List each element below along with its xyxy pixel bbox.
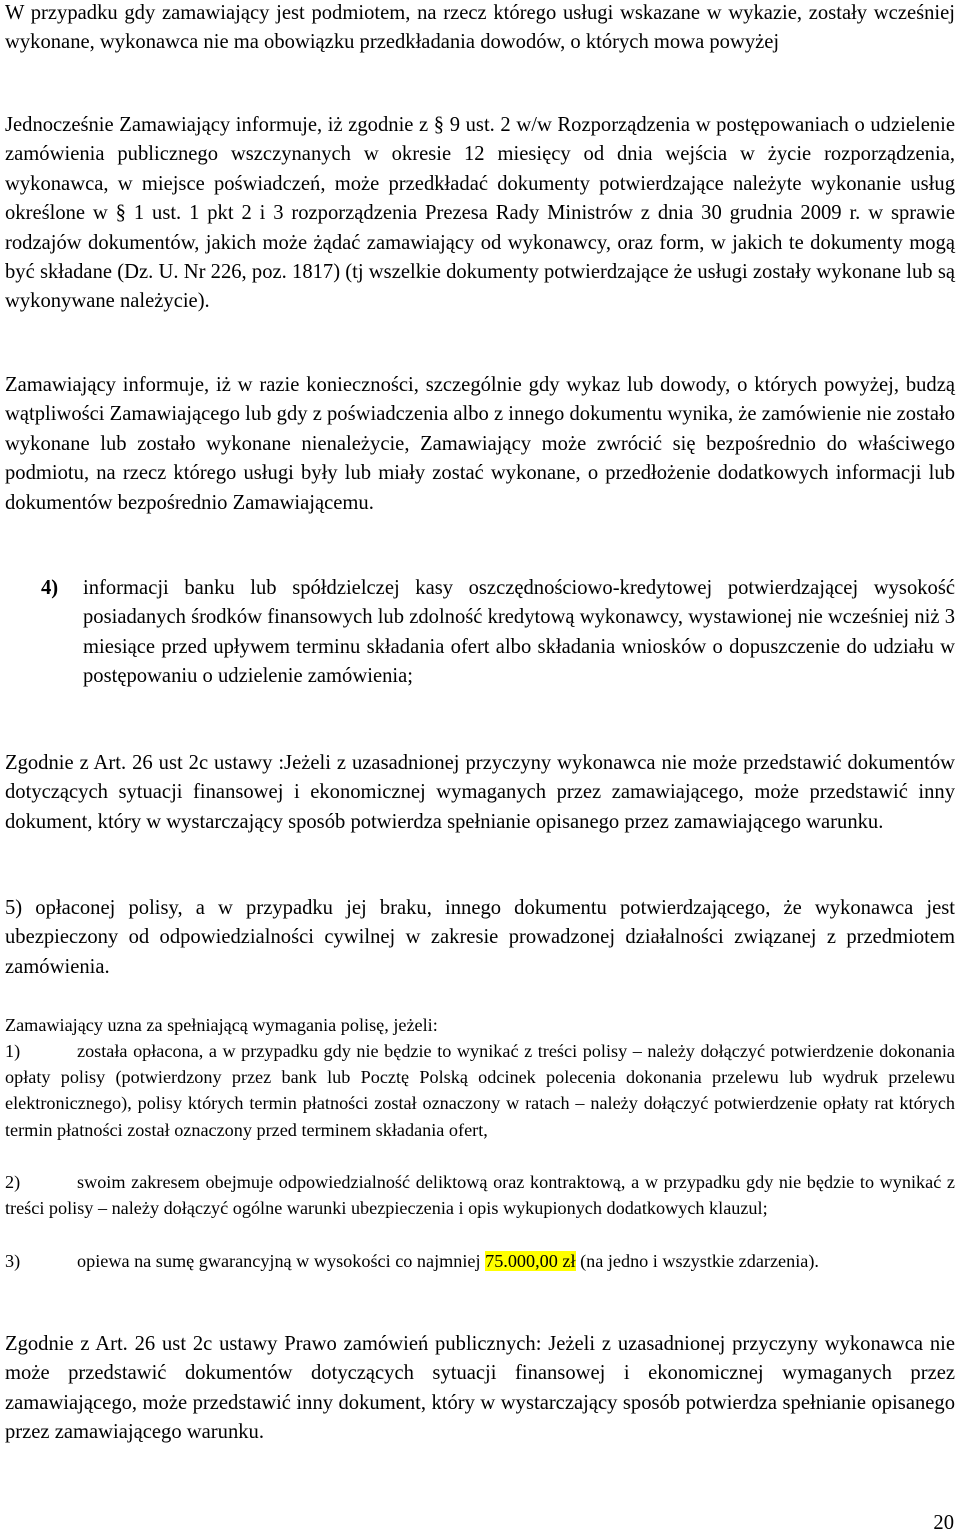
paragraph-regulation: Jednocześnie Zamawiający informuje, iż zgodnie z § 9 ust. 2 w/w Rozporządzenia w postępowaniach o udzielenie zamówienia publicznego wszczynanych w okresie 12 miesięcy od dnia wejścia w życie rozporządzenia, wykonawca, w miejsce poświadczeń, może przedkładać dokumenty potwierdzające należyte wykonanie usług określone w § 1 ust. 1 pkt 2 i 3 rozporządzenia Prezesa Rady Ministrów z dnia 30 grudnia 2009 r. w sprawie rodzajów dokumentów, jakich może żądać zamawiający od wykonawcy, oraz form, w jakich te dokumenty mogą być składane (Dz. U. Nr 226, poz. 1817) (tj wszelkie dokumenty potwierdzające że usługi zostały wykonane lub są wykonywane należycie). (5, 114, 955, 313)
paragraph-art26-first: Zgodnie z Art. 26 ust 2c ustawy :Jeżeli z uzasadnionej przyczyny wykonawca nie może przedstawić dokumentów dotyczących sytuacji finansowej i ekonomicznej wymaganych przez zamawiającego, może przedstawić inny dokument, który w wystarczający sposób potwierdza spełnianie opisanego przez zamawiającego warunku. (5, 752, 955, 833)
highlighted-amount: 75.000,00 zł (485, 1251, 576, 1271)
paragraph-verification: Zamawiający informuje, iż w razie konieczności, szczególnie gdy wykaz lub dowody, o których powyżej, budzą wątpliwości Zamawiającego lub gdy z poświadczenia albo z innego dokumentu wynika, że zamówienie nie zostało wykonane lub zostało wykonane nienależycie, Zamawiający może zwrócić się bezpośrednio do właściwego podmiotu, na rzecz którego usługi były lub miały zostać wykonane, o przedłożenie dodatkowych informacji lub dokumentów bezpośrednio Zamawiającemu. (5, 374, 955, 514)
condition-text: została opłacona, a w przypadku gdy nie będzie to wynikać z treści polisy – należy dołączyć potwierdzenie dokonania opłaty polisy (potwierdzony przez bank lub Pocztę Polską odcinek polecenia dokonania przelewu lub wydruk przelewu elektronicznego), polisy których termin płatności został oznaczony w ratach – należy dołączyć potwierdzenie opłaty rat których termin płatności został oznaczony przed terminem składania ofert, (5, 1041, 955, 1140)
condition-text: swoim zakresem obejmuje odpowiedzialność deliktową oraz kontraktową, a w przypadku gdy nie będzie to wynikać z treści polisy – należy dołączyć ogólne warunki ubezpieczenia i opis wykupionych dodatkowych klauzul; (5, 1172, 955, 1219)
list-item-text: informacji banku lub spółdzielczej kasy oszczędnościowo-kredytowej potwierdzającej wysokość posiadanych środków finansowych lub zdolność kredytową wykonawcy, wystawionej nie wcześniej niż 3 miesiące przed upływem terminu składania ofert albo składania wniosków o dopuszczenie do udziału w postępowaniu o udzielenie zamówienia; (83, 577, 955, 688)
page-number: 20 (933, 1512, 954, 1534)
condition-text-before: opiewa na sumę gwarancyjną w wysokości co najmniej (77, 1251, 486, 1271)
paragraph-item-5: 5) opłaconej polisy, a w przypadku jej braku, innego dokumentu potwierdzającego, że wykonawca jest ubezpieczony od odpowiedzialności cywilnej w zakresie prowadzonej działalności związanej z przedmiotem zamówienia. (5, 897, 955, 978)
policy-condition-3 (5, 1248, 955, 1274)
paragraph-exemption: W przypadku gdy zamawiający jest podmiotem, na rzecz którego usługi wskazane w wykazie, zostały wcześniej wykonane, wykonawca nie ma obowiązku przedkładania dowodów, o których mowa powyżej (5, 2, 955, 54)
list-item-number: 4) (41, 577, 59, 599)
list-item-4 (5, 574, 955, 692)
policy-intro: Zamawiający uzna za spełniającą wymagania polisę, jeżeli: (5, 1015, 438, 1035)
policy-condition-1 (5, 1038, 955, 1143)
policy-condition-2 (5, 1169, 955, 1221)
condition-text-after: (na jedno i wszystkie zdarzenia). (575, 1251, 819, 1271)
paragraph-art26-second: Zgodnie z Art. 26 ust 2c ustawy Prawo zamówień publicznych: Jeżeli z uzasadnionej przyczyny wykonawca nie może przedstawić dokumentów dotyczących sytuacji finansowej i ekonomicznej wymaganych przez zamawiającego, może przedstawić inny dokument, który w wystarczający sposób potwierdza spełnianie opisanego przez zamawiającego warunku. (5, 1333, 955, 1444)
condition-number: 3) (5, 1251, 21, 1271)
condition-number: 1) (5, 1041, 21, 1061)
condition-number: 2) (5, 1172, 21, 1192)
